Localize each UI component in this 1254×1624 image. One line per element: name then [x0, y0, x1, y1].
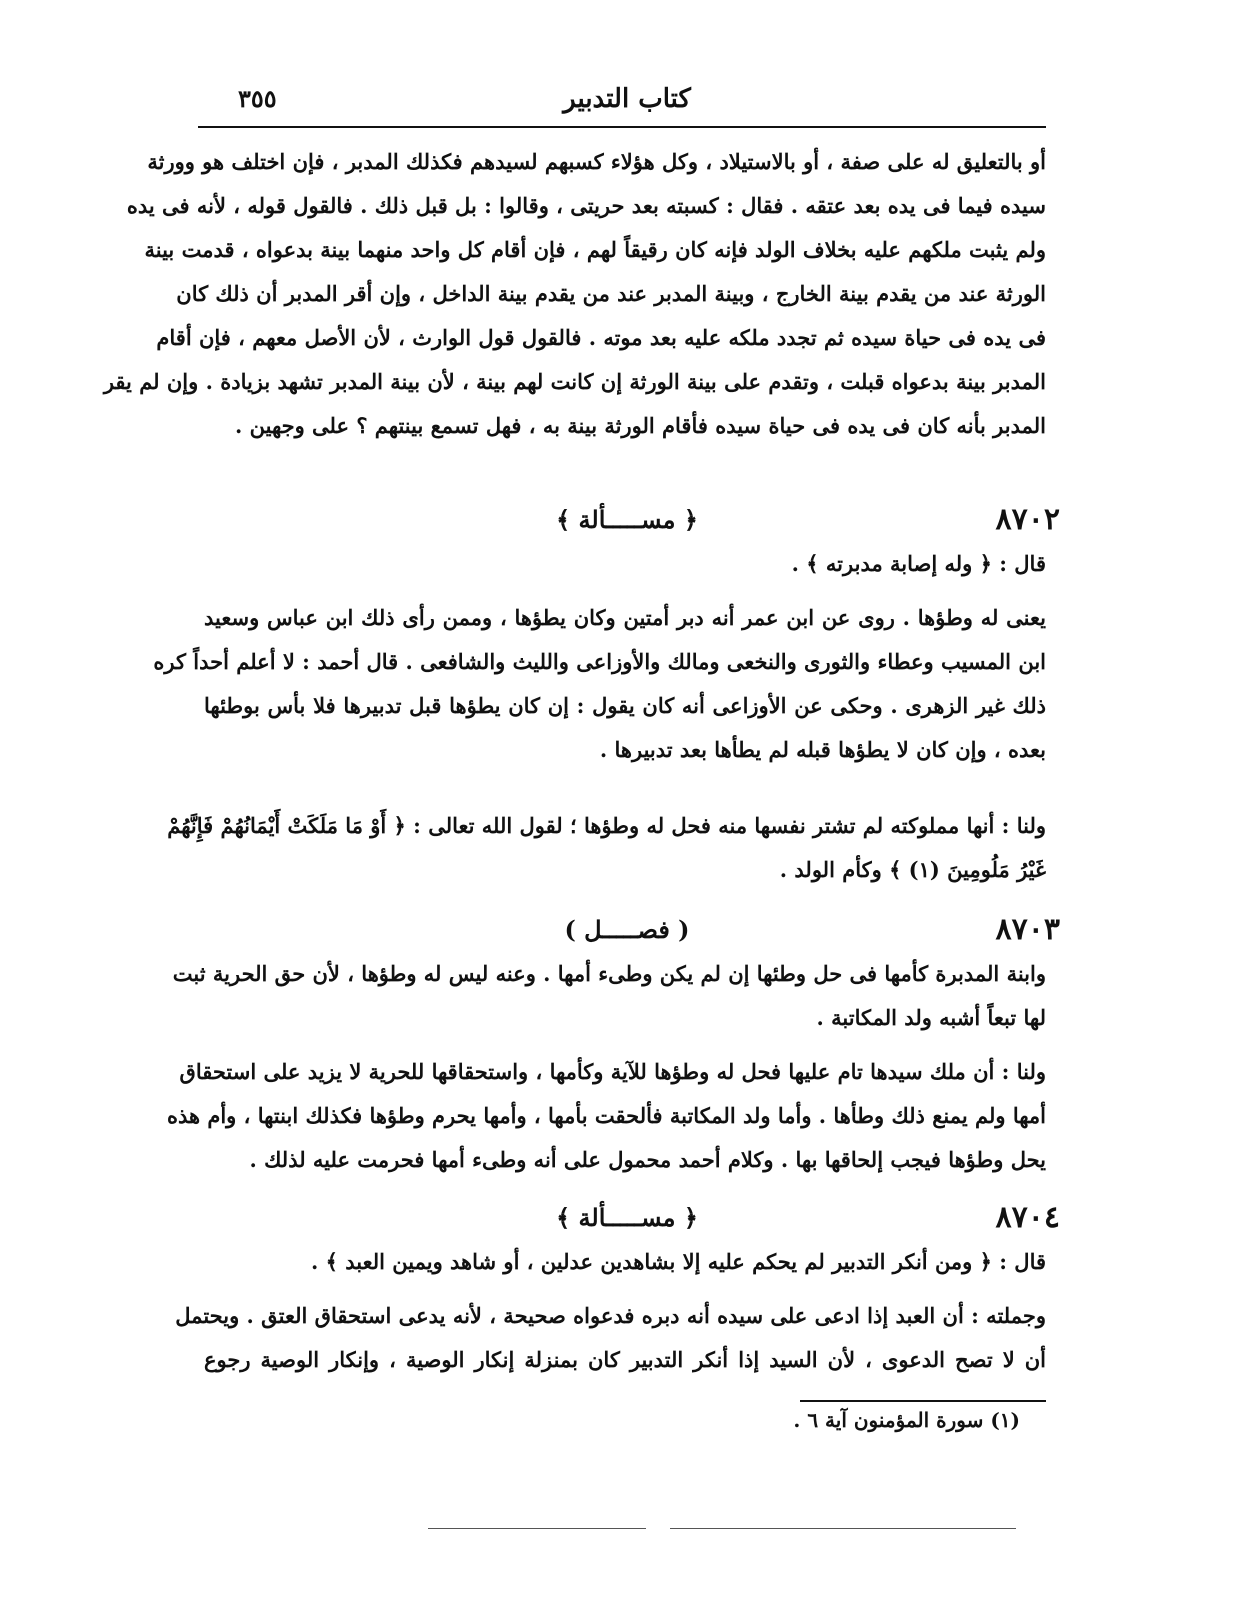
section-label: ( فصـــــل ) — [564, 915, 690, 944]
page-number: ٣٥٥ — [238, 84, 277, 113]
text-line: أو بالتعليق له على صفة ، أو بالاستيلاد ، وكل هؤلاء كسبهم لسيدهم فكذلك المدبر ، فإن اختلف هو وورثة — [147, 149, 1046, 174]
text-line: يعنى له وطؤها . روى عن ابن عمر أنه دبر أمتين وكان يطؤها ، وممن رأى ذلك ابن عباس وسعيد — [204, 605, 1046, 630]
paragraph-6 — [175, 1294, 1046, 1382]
section-number: ٨٧٠٣ — [995, 912, 1060, 947]
section-number: ٨٧٠٢ — [995, 502, 1060, 537]
footnote: (١) سورة المؤمنون آية ٦ . — [793, 1408, 1020, 1432]
text-line: الورثة عند من يقدم بينة الخارج ، وبينة المدبر عند من يقدم بينة الداخل ، وإن أقر المدبر أن ذلك كان — [176, 281, 1046, 306]
footnote-divider — [800, 1400, 1046, 1402]
section-heading-8702 — [0, 498, 1254, 542]
text-line: وجملته : أن العبد إذا ادعى على سيده أنه دبره فدعواه صحيحة ، لأنه يدعى استحقاق العتق . ويحتمل — [175, 1303, 1046, 1328]
section-heading-8703 — [0, 908, 1254, 952]
section-label: ﴿ مســـــألة ﴾ — [556, 505, 698, 534]
text-line: وابنة المدبرة كأمها فى حل وطئها إن لم يكن وطىء أمها . وعنه ليس له وطؤها ، لأن حق الحرية ثبت — [172, 961, 1046, 986]
paragraph-4 — [172, 952, 1046, 1040]
quoted-statement: قال : ﴿ ومن أنكر التدبير لم يحكم عليه إلا بشاهدين عدلين ، أو شاهد ويمين العبد ﴾ . — [311, 1249, 1046, 1274]
text-line: ابن المسيب وعطاء والثورى والنخعى ومالك والأوزاعى والليث والشافعى . قال أحمد : لا أعلم أحداً كره — [153, 649, 1046, 674]
text-line: لها تبعاً أشبه ولد المكاتبة . — [816, 1005, 1046, 1030]
text-line: بعده ، وإن كان لا يطؤها قبله لم يطأها بعد تدبيرها . — [599, 737, 1046, 762]
quoted-statement: قال : ﴿ وله إصابة مدبرته ﴾ . — [791, 551, 1046, 576]
section-heading-8704 — [0, 1196, 1254, 1240]
section-label: ﴿ مســـــألة ﴾ — [556, 1203, 698, 1232]
text-line: غَيْرُ مَلُومِينَ (١) ﴾ وكأم الولد . — [779, 857, 1046, 882]
paragraph-2 — [153, 596, 1046, 772]
paragraph-3 — [167, 804, 1046, 892]
paragraph-1 — [103, 140, 1046, 448]
text-line: سيده فيما فى يده بعد عتقه . فقال : كسبته بعد حريتى ، وقالوا : بل قبل ذلك . فالقول قوله ، لأنه فى يده — [126, 193, 1046, 218]
text-line: ولنا : أنها مملوكته لم تشتر نفسها منه فحل له وطؤها ؛ لقول الله تعالى : ﴿ أَوْ مَا مَلَكَتْ أَيْمَانُهُمْ فَإِنَّهُمْ — [167, 813, 1046, 838]
header-divider — [198, 126, 1046, 128]
running-header-title: كتاب التدبير — [563, 84, 691, 114]
bottom-rule-left — [428, 1528, 646, 1529]
bottom-rule-right — [670, 1528, 1016, 1529]
text-line: المدبر بأنه كان فى يده فى حياة سيده فأقام الورثة بينة به ، فهل تسمع بينتهم ؟ على وجهين . — [235, 413, 1046, 438]
text-line: ولنا : أن ملك سيدها تام عليها فحل له وطؤها للآية وكأمها ، واستحقاقها للحرية لا يزيد على استحقاق — [179, 1059, 1046, 1084]
section-number: ٨٧٠٤ — [995, 1200, 1060, 1235]
text-line: فى يده فى حياة سيده ثم تجدد ملكه عليه بعد موته . فالقول قول الوارث ، لأن الأصل معهم ، فإن أقام — [156, 325, 1046, 350]
text-line: ولم يثبت ملكهم عليه بخلاف الولد فإنه كان رقيقاً لهم ، فإن أقام كل واحد منهما بينة بدعواه ، قدمت بينة — [144, 237, 1046, 262]
text-line: المدبر بينة بدعواه قبلت ، وتقدم على بينة الورثة إن كانت لهم بينة ، لأن بينة المدبر تشهد بزيادة . وإن لم يقر — [103, 369, 1046, 394]
text-line: ذلك غير الزهرى . وحكى عن الأوزاعى أنه كان يقول : إن كان يطؤها قبل تدبيرها فلا بأس بوطئها — [204, 693, 1046, 718]
text-line: أمها ولم يمنع ذلك وطأها . وأما ولد المكاتبة فألحقت بأمها ، وأمها يحرم وطؤها فكذلك ابنتها ، وأم هذه — [166, 1103, 1046, 1128]
text-line: أن لا تصح الدعوى ، لأن السيد إذا أنكر التدبير كان بمنزلة إنكار الوصية ، وإنكار الوصية رجوع — [204, 1347, 1046, 1372]
paragraph-5 — [166, 1050, 1046, 1182]
text-line: يحل وطؤها فيجب إلحاقها بها . وكلام أحمد محمول على أنه وطىء أمها فحرمت عليه لذلك . — [249, 1147, 1046, 1172]
